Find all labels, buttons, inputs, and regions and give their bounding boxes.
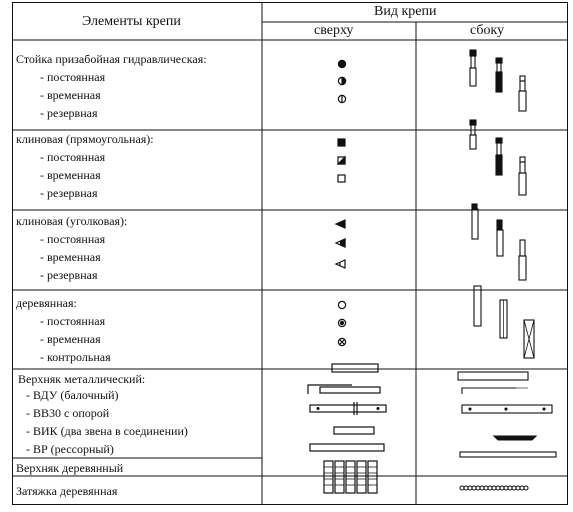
vvz30-top-icon	[308, 385, 380, 394]
list-item: - контрольная	[40, 350, 111, 364]
section-title-metal-roof-bar: Верхняк металлический:	[18, 372, 146, 386]
vr-spring-top-long-icon	[310, 444, 384, 451]
list-item: - резервная	[40, 186, 98, 200]
wedge-rect-reserve-side-icon	[519, 157, 526, 195]
empty-square-icon	[338, 175, 345, 182]
empty-triangle-icon	[336, 260, 345, 268]
half-filled-square-icon	[338, 157, 345, 164]
side-view-symbols	[416, 2, 568, 505]
list-item: - ВДУ (балочный)	[26, 388, 119, 402]
half-triangle-icon	[336, 239, 345, 247]
half-filled-circle-icon	[338, 77, 345, 84]
filled-square-icon	[338, 139, 345, 146]
vik-top-icon	[310, 402, 386, 415]
filled-circle-icon	[338, 60, 345, 67]
list-item: - резервная	[40, 106, 98, 120]
section-title-wedge-rectangular: клиновая (прямоугольная):	[16, 132, 154, 146]
wooden-roof-bar-top-icon	[324, 461, 377, 493]
list-item: - временная	[40, 88, 101, 102]
wooden-prop-temporary-side-icon	[500, 300, 507, 338]
circle-with-cross-icon	[338, 338, 345, 345]
wedge-angle-temporary-side-icon	[497, 220, 503, 256]
list-item: - резервная	[40, 268, 98, 282]
vr-spring-side-icon	[494, 436, 536, 440]
vr-spring-top-icon	[334, 427, 374, 434]
hydraulic-prop-permanent-side-icon	[470, 50, 476, 86]
hydraulic-prop-temporary-side-icon	[496, 58, 502, 92]
list-item: - временная	[40, 250, 101, 264]
list-item: - постоянная	[40, 70, 106, 84]
list-item: - временная	[40, 332, 101, 346]
filled-triangle-icon	[336, 220, 345, 228]
row-label-wooden-lagging: Затяжка деревянная	[16, 484, 118, 498]
top-view-symbols	[262, 2, 416, 505]
empty-circle-icon	[338, 301, 345, 308]
vik-side-icon	[462, 405, 552, 413]
list-item: - ВИК (два звена в соединении)	[26, 424, 188, 438]
list-item: - ВР (рессорный)	[26, 442, 114, 456]
circle-with-bar-icon	[338, 95, 345, 102]
column-header-elements: Элементы крепи	[82, 14, 181, 29]
wedge-rect-temporary-side-icon	[496, 138, 502, 175]
list-item: - постоянная	[40, 150, 106, 164]
vr-spring-side-long-icon	[460, 452, 556, 457]
section-title-hydraulic-prop: Стойка призабойная гидравлическая:	[16, 52, 207, 66]
wedge-rect-permanent-side-icon	[470, 120, 476, 149]
vdu-beam-side-icon	[458, 372, 528, 380]
list-item: - постоянная	[40, 232, 106, 246]
wooden-prop-control-side-icon	[524, 320, 534, 358]
list-item: - постоянная	[40, 314, 106, 328]
wooden-lagging-side-icon	[460, 486, 528, 490]
list-item: - временная	[40, 168, 101, 182]
row-label-wooden-roof-bar: Верхняк деревянный	[16, 461, 124, 475]
section-title-wooden-prop: деревянная:	[16, 296, 77, 310]
support-elements-legend-table	[12, 2, 568, 505]
column-header-top: сверху	[314, 23, 354, 38]
wooden-prop-permanent-side-icon	[474, 286, 481, 326]
circle-with-dot-icon	[338, 319, 345, 326]
column-header-view: Вид крепи	[374, 4, 437, 19]
column-header-side: сбоку	[470, 23, 505, 38]
wedge-angle-reserve-side-icon	[519, 240, 526, 280]
wedge-angle-permanent-side-icon	[472, 204, 478, 239]
hydraulic-prop-reserve-side-icon	[519, 76, 526, 111]
vdu-beam-top-icon	[332, 364, 378, 372]
section-title-wedge-angle: клиновая (уголковая):	[16, 214, 128, 228]
list-item: - ВВ30 с опорой	[26, 406, 110, 420]
vvz30-side-icon	[462, 388, 528, 394]
